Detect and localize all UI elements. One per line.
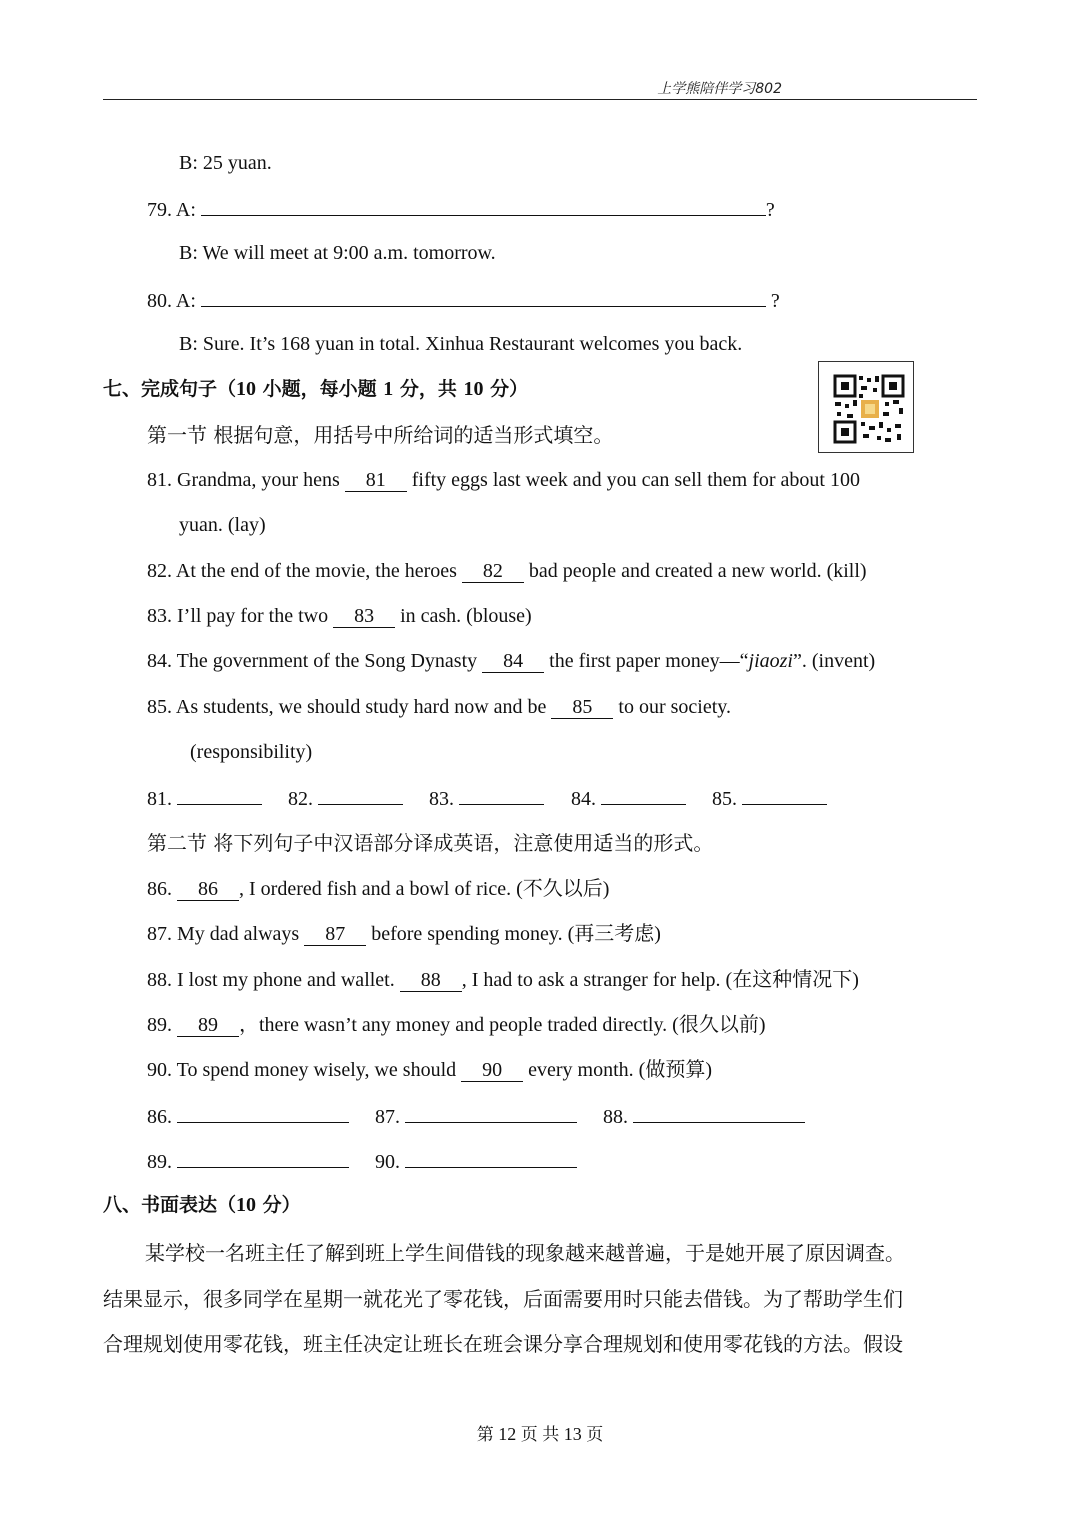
question-87-end: ) [654, 923, 661, 945]
dialogue-b80: B: Sure. It’s 168 yuan in total. Xinhua Restaurant welcomes you back. [179, 333, 743, 355]
writing-prompt-line-2: 结果显示，很多同学在星期一就花光了零花钱，后面需要用时只能去借钱。为了帮助学生们 [103, 1287, 903, 1311]
question-90 [147, 1056, 712, 1083]
page-footer [0, 1420, 1080, 1445]
answer-line-90[interactable] [405, 1147, 577, 1168]
fill-blank-85[interactable]: 85 [551, 696, 613, 719]
question-81-continued: yuan. (lay) [179, 514, 266, 536]
question-85 [147, 694, 731, 720]
section-7-title-n3: 10 [463, 378, 484, 400]
answer-label-90: 90. [375, 1151, 400, 1173]
answer-label-84: 84. [571, 788, 596, 810]
header-rule [103, 99, 977, 100]
question-84-mid: the first paper money—“ [549, 650, 749, 672]
question-85-pre: 85. As students, we should study hard now and be [147, 696, 552, 718]
section-8-title-b: 分） [256, 1194, 301, 1216]
answer-slot-90 [375, 1147, 577, 1175]
header-text: 上学熊陪伴学习802 [657, 81, 782, 97]
question-90-end: ) [705, 1059, 712, 1081]
answer-label-86: 86. [147, 1106, 172, 1128]
answer-line-83[interactable] [459, 784, 544, 805]
answer-blank-80[interactable] [201, 286, 766, 307]
section-7-title-a: 七、完成句子（ [103, 378, 237, 400]
question-90-pre: 90. To spend money wisely, we should [147, 1059, 462, 1081]
section-7-title-c: 分，共 [393, 378, 464, 400]
section-8-title [103, 1192, 301, 1218]
answer-line-89[interactable] [177, 1147, 349, 1168]
answer-slot-88 [603, 1102, 805, 1130]
question-80-label: 80. A: [147, 290, 196, 312]
footer-di: 第 [476, 1425, 494, 1445]
question-86-pre: 86. [147, 878, 177, 900]
answer-label-85: 85. [712, 788, 737, 810]
fill-blank-90[interactable]: 90 [461, 1059, 523, 1082]
question-83-post: in cash. (blouse) [400, 605, 532, 627]
question-81-pre: 81. Grandma, your hens [147, 469, 345, 491]
fill-blank-82[interactable]: 82 [462, 560, 524, 583]
question-86 [147, 875, 609, 902]
question-89-chinese: 很久以前 [678, 1012, 759, 1036]
section-7-title [103, 376, 528, 402]
answer-slot-84 [571, 784, 686, 812]
question-79-label: 79. A: [147, 199, 196, 221]
answer-slot-86 [147, 1102, 349, 1130]
section-7-title-n1: 10 [236, 378, 257, 400]
section-8-title-a: 八、书面表达（ [103, 1194, 237, 1216]
answer-line-86[interactable] [177, 1102, 349, 1123]
fill-blank-81[interactable]: 81 [345, 469, 407, 492]
answer-label-89: 89. [147, 1151, 172, 1173]
footer-total-pages: 13 [563, 1424, 582, 1444]
question-88-post: , I had to ask a stranger for help. ( [461, 969, 733, 991]
answer-row-1 [147, 784, 262, 812]
question-86-end: ) [602, 878, 610, 900]
question-85-post: to our society. [618, 696, 731, 718]
answer-label-87: 87. [375, 1106, 400, 1128]
section-7-title-b: 小题，每小题 [256, 378, 384, 400]
question-86-chinese: 不久以后 [522, 876, 603, 900]
question-88 [147, 966, 859, 993]
answer-line-85[interactable] [742, 784, 827, 805]
question-83-pre: 83. I’ll pay for the two [147, 605, 334, 627]
answer-slot-82 [288, 784, 403, 812]
footer-page-number: 12 [498, 1424, 517, 1444]
question-85-continued: (responsibility) [190, 741, 313, 763]
question-81 [147, 467, 860, 493]
question-90-chinese: 做预算 [645, 1057, 706, 1081]
question-90-post: every month. ( [528, 1059, 646, 1081]
answer-line-88[interactable] [633, 1102, 805, 1123]
answer-label-88: 88. [603, 1106, 628, 1128]
question-79-end: ? [765, 199, 775, 221]
question-80 [147, 286, 780, 314]
question-86-post: , I ordered fish and a bowl of rice. ( [239, 878, 523, 900]
section-7-title-n2: 1 [383, 378, 394, 400]
answer-blank-79[interactable] [201, 195, 766, 216]
answer-line-81[interactable] [177, 784, 262, 805]
answer-slot-83 [429, 784, 544, 812]
writing-prompt-line-1: 某学校一名班主任了解到班上学生间借钱的现象越来越普遍，于是她开展了原因调查。 [145, 1241, 905, 1265]
question-83 [147, 603, 532, 629]
fill-blank-89[interactable]: 89 [177, 1014, 239, 1037]
answer-slot-89 [147, 1147, 349, 1175]
footer-gong: 共 [542, 1425, 560, 1445]
question-79 [147, 195, 775, 223]
question-89-end: ) [758, 1014, 766, 1036]
answer-label-81: 81. [147, 788, 172, 810]
section-8-title-n: 10 [236, 1194, 257, 1216]
question-84-italic: jiaozi [748, 650, 793, 672]
question-84-pre: 84. The government of the Song Dynasty [147, 650, 483, 672]
question-89-pre: 89. [147, 1014, 177, 1036]
section-7-title-d: 分） [483, 378, 529, 400]
question-81-post: fifty eggs last week and you can sell them for about 100 [411, 469, 860, 491]
question-80-end: ? [770, 290, 780, 312]
footer-ye-1: 页 [520, 1425, 538, 1445]
answer-slot-87 [375, 1102, 577, 1130]
section-7-part-1-instructions: 第一节 根据句意，用括号中所给词的适当形式填空。 [147, 423, 614, 447]
answer-label-82: 82. [288, 788, 313, 810]
answer-line-82[interactable] [318, 784, 403, 805]
question-89-comma: ， [239, 1012, 259, 1036]
fill-blank-88[interactable]: 88 [400, 969, 462, 992]
fill-blank-83[interactable]: 83 [333, 605, 395, 628]
footer-ye-2: 页 [586, 1425, 604, 1445]
dialogue-b79: B: We will meet at 9:00 a.m. tomorrow. [179, 242, 496, 264]
section-7-part-2-instructions: 第二节 将下列句子中汉语部分译成英语，注意使用适当的形式。 [147, 831, 714, 855]
fill-blank-86[interactable]: 86 [177, 878, 239, 901]
question-87-chinese: 再三考虑 [574, 921, 655, 945]
question-89-post: there wasn’t any money and people traded directly. ( [259, 1014, 679, 1036]
question-88-chinese: 在这种情况下 [732, 967, 853, 991]
question-89 [147, 1011, 766, 1038]
question-84-post: ”. (invent) [792, 650, 876, 672]
question-87-post: before spending money. ( [371, 923, 575, 945]
answer-line-87[interactable] [405, 1102, 577, 1123]
qr-code-icon [818, 361, 914, 453]
question-84 [147, 648, 875, 674]
answer-label-83: 83. [429, 788, 454, 810]
question-88-pre: 88. I lost my phone and wallet. [147, 969, 400, 991]
dialogue-b78: B: 25 yuan. [179, 152, 272, 174]
fill-blank-84[interactable]: 84 [482, 650, 544, 673]
question-87 [147, 920, 661, 947]
answer-line-84[interactable] [601, 784, 686, 805]
answer-slot-85 [712, 784, 827, 812]
question-82-pre: 82. At the end of the movie, the heroes [147, 560, 462, 582]
writing-prompt-line-3: 合理规划使用零花钱，班主任决定让班长在班会课分享合理规划和使用零花钱的方法。假设 [103, 1332, 903, 1356]
question-82 [147, 558, 867, 584]
question-82-post: bad people and created a new world. (kill) [528, 560, 867, 582]
question-87-pre: 87. My dad always [147, 923, 305, 945]
fill-blank-87[interactable]: 87 [304, 923, 366, 946]
question-88-end: ) [852, 969, 859, 991]
